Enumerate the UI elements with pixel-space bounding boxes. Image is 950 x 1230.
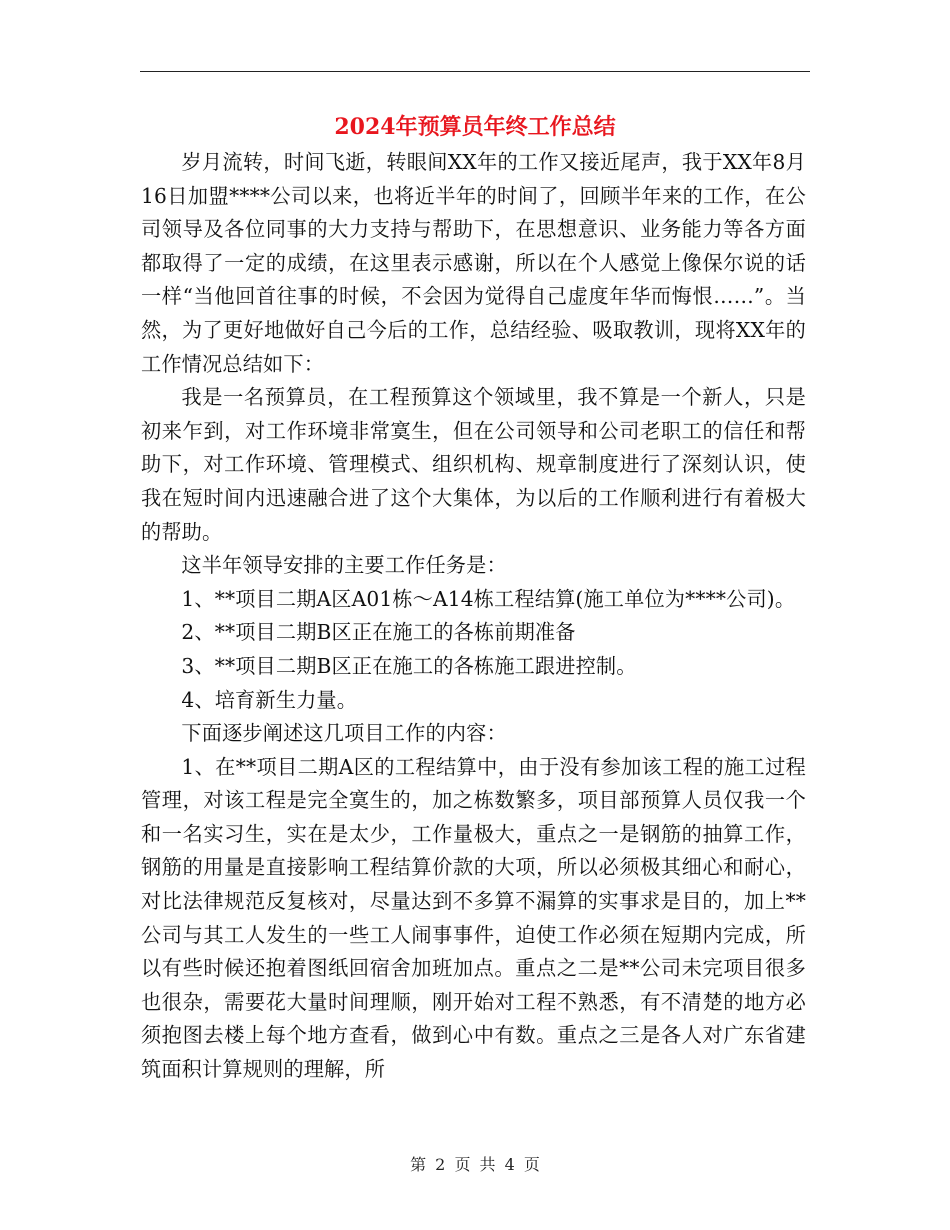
page-number-footer: 第 2 页 共 4 页 <box>410 1155 540 1174</box>
paragraph-detail-1: 1、在**项目二期A区的工程结算中，由于没有参加该工程的施工过程管理，对该工程是完全寞生的，加之栋数繁多，项目部预算人员仅我一个和一名实习生，实在是太少，工作量极大，重点之一是钢筋的抽算工作，钢筋的用量是直接影响工程结算价款的大项，所以必须极其细心和耐心，对比法律规范反复核对，尽量达到不多算不漏算的实事求是目的，加上**公司与其工人发生的一些工人闹事事件，迫使工作必须在短期内完成，所以有些时候还抱着图纸回宿舍加班加点。重点之二是**公司未完项目很多也很杂，需要花大量时间理顺，刚开始对工程不熟悉，有不清楚的地方必须抱图去楼上每个地方查看，做到心中有数。重点之三是各人对广东省建筑面积计算规则的理解，所 <box>141 754 806 1082</box>
document-body <box>141 146 806 1087</box>
document-title: 2024年预算员年终工作总结 <box>334 114 616 140</box>
header-rule <box>140 71 810 72</box>
list-item-task-3: 3、**项目二期B区正在施工的各栋施工跟进控制。 <box>181 653 637 678</box>
paragraph-details-heading: 下面逐步阐述这几项目工作的内容： <box>181 721 507 746</box>
paragraph-intro: 岁月流转，时间飞逝，转眼间XX年的工作又接近尾声，我于XX年8月16日加盟****公司以来，也将近半年的时间了，回顾半年来的工作，在公司领导及各位同事的大力支持与帮助下，在思想意识、业务能力等各方面都取得了一定的成绩，在这里表示感谢，所以在个人感觉上像保尔说的话一样“当他回首往事的时候，不会因为觉得自己虚度年华而悔恨……”。当然，为了更好地做好自己今后的工作，总结经验、吸取教训，现将XX年的工作情况总结如下： <box>141 150 806 376</box>
list-item-task-4: 4、培育新生力量。 <box>181 687 358 712</box>
list-item-task-2: 2、**项目二期B区正在施工的各栋前期准备 <box>181 620 576 645</box>
paragraph-tasks-heading: 这半年领导安排的主要工作任务是： <box>181 553 507 578</box>
list-item-task-1: 1、**项目二期A区A01栋～A14栋工程结算(施工单位为****公司)。 <box>181 586 796 611</box>
paragraph-self-intro: 我是一名预算员，在工程预算这个领域里，我不算是一个新人，只是初来乍到，对工作环境非常寞生，但在公司领导和公司老职工的信任和帮助下，对工作环境、管理模式、组织机构、规章制度进行了深刻认识，使我在短时间内迅速融合进了这个大集体，为以后的工作顺利进行有着极大的帮助。 <box>141 385 806 544</box>
